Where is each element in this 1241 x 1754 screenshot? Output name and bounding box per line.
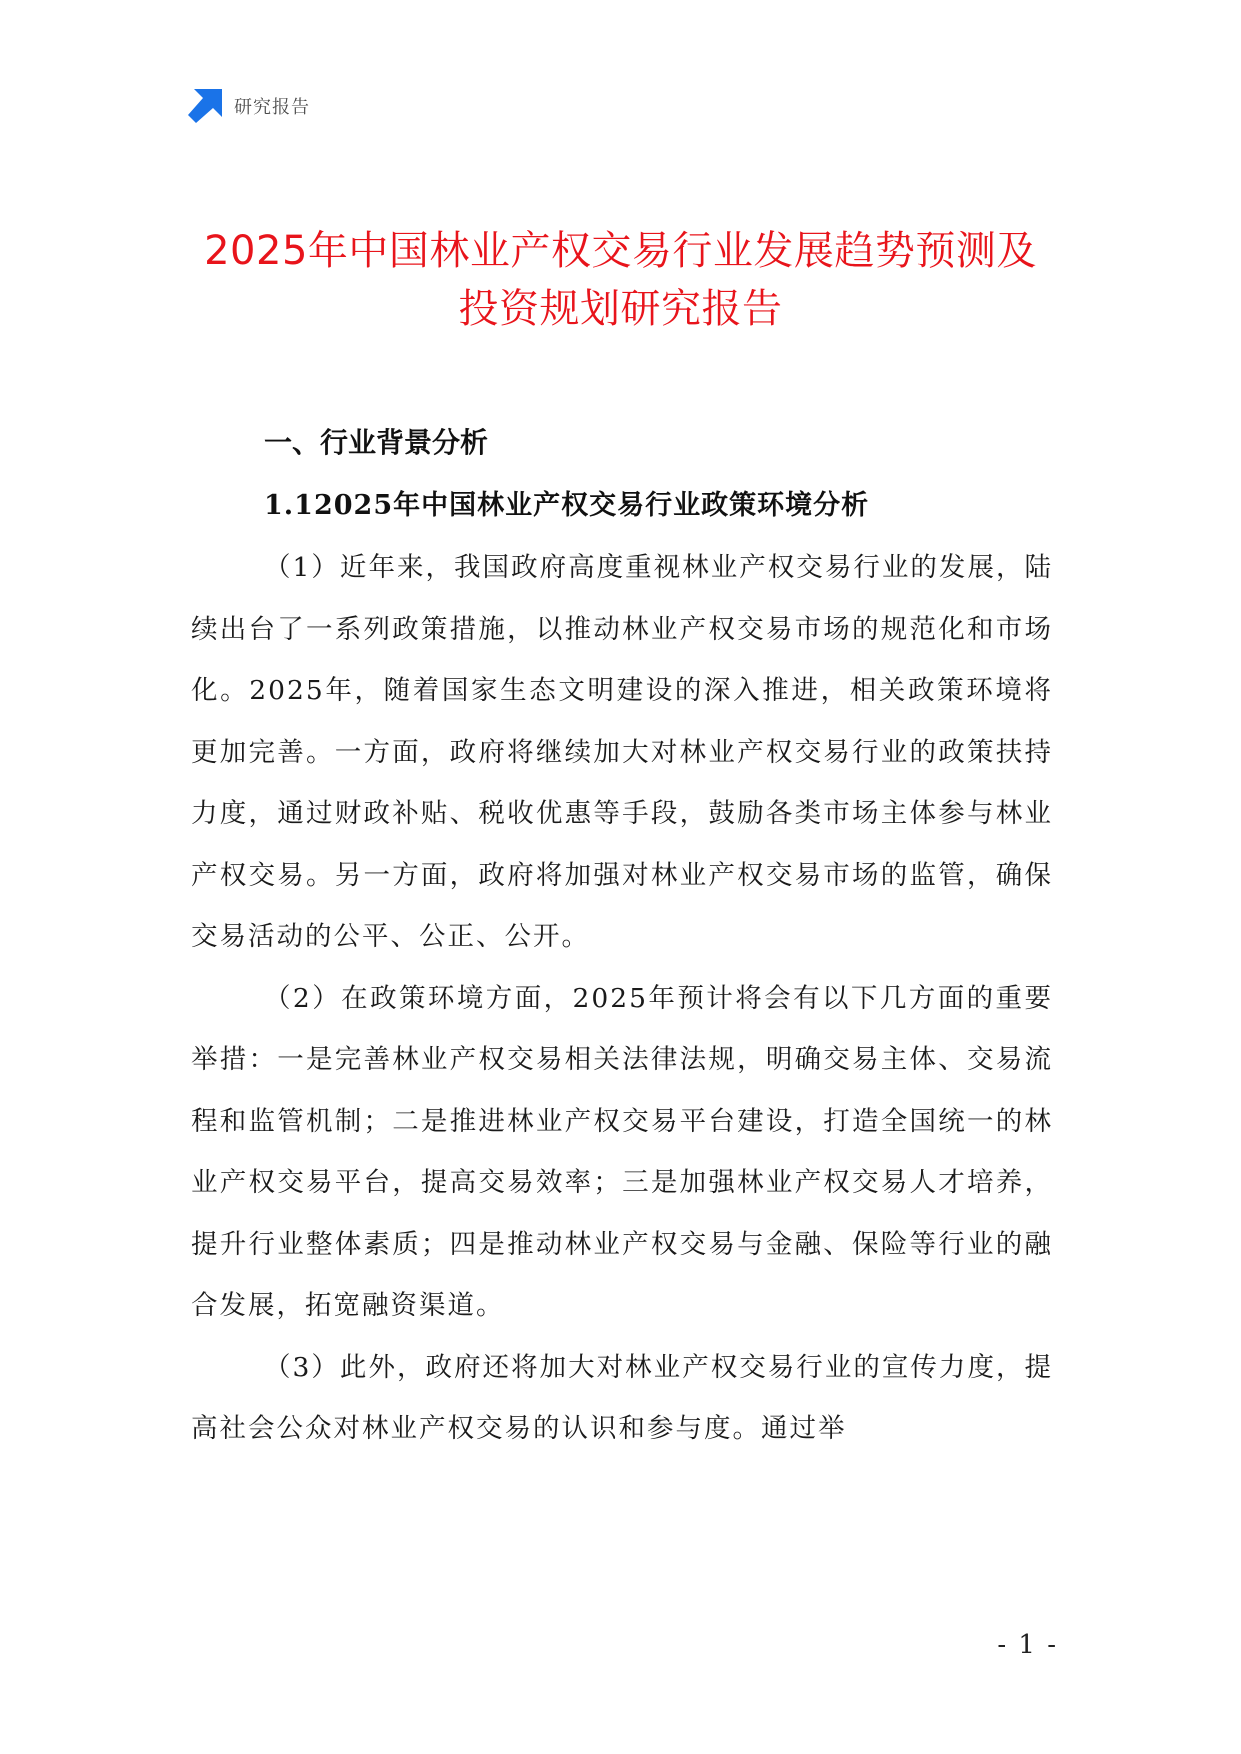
- document-body: [191, 415, 1053, 1460]
- paragraph-3: （3）此外，政府还将加大对林业产权交易行业的宣传力度，提高社会公众对林业产权交易的认识和参与度。通过举: [191, 1351, 1053, 1444]
- report-header: [188, 88, 310, 124]
- document-title: 2025年中国林业产权交易行业发展趋势预测及投资规划研究报告: [204, 228, 1037, 332]
- paragraph-2: （2）在政策环境方面，2025年预计将会有以下几方面的重要举措：一是完善林业产权交易相关法律法规，明确交易主体、交易流程和监管机制；二是推进林业产权交易平台建设，打造全国统一的林业产权交易平台，提高交易效率；三是加强林业产权交易人才培养，提升行业整体素质；四是推动林业产权交易与金融、保险等行业的融合发展，拓宽融资渠道。: [191, 982, 1053, 1321]
- section-heading: 一、行业背景分析: [264, 426, 489, 459]
- arrow-up-right-icon: [188, 89, 222, 123]
- paragraph-1: （1）近年来，我国政府高度重视林业产权交易行业的发展，陆续出台了一系列政策措施，以推动林业产权交易市场的规范化和市场化。2025年，随着国家生态文明建设的深入推进，相关政策环境将更加完善。一方面，政府将继续加大对林业产权交易行业的政策扶持力度，通过财政补贴、税收优惠等手段，鼓励各类市场主体参与林业产权交易。另一方面，政府将加强对林业产权交易市场的监管，确保交易活动的公平、公正、公开。: [191, 552, 1053, 952]
- subsection-heading: 1.12025年中国林业产权交易行业政策环境分析: [264, 490, 870, 521]
- page-number: - 1 -: [997, 1630, 1058, 1660]
- header-label: 研究报告: [234, 97, 310, 118]
